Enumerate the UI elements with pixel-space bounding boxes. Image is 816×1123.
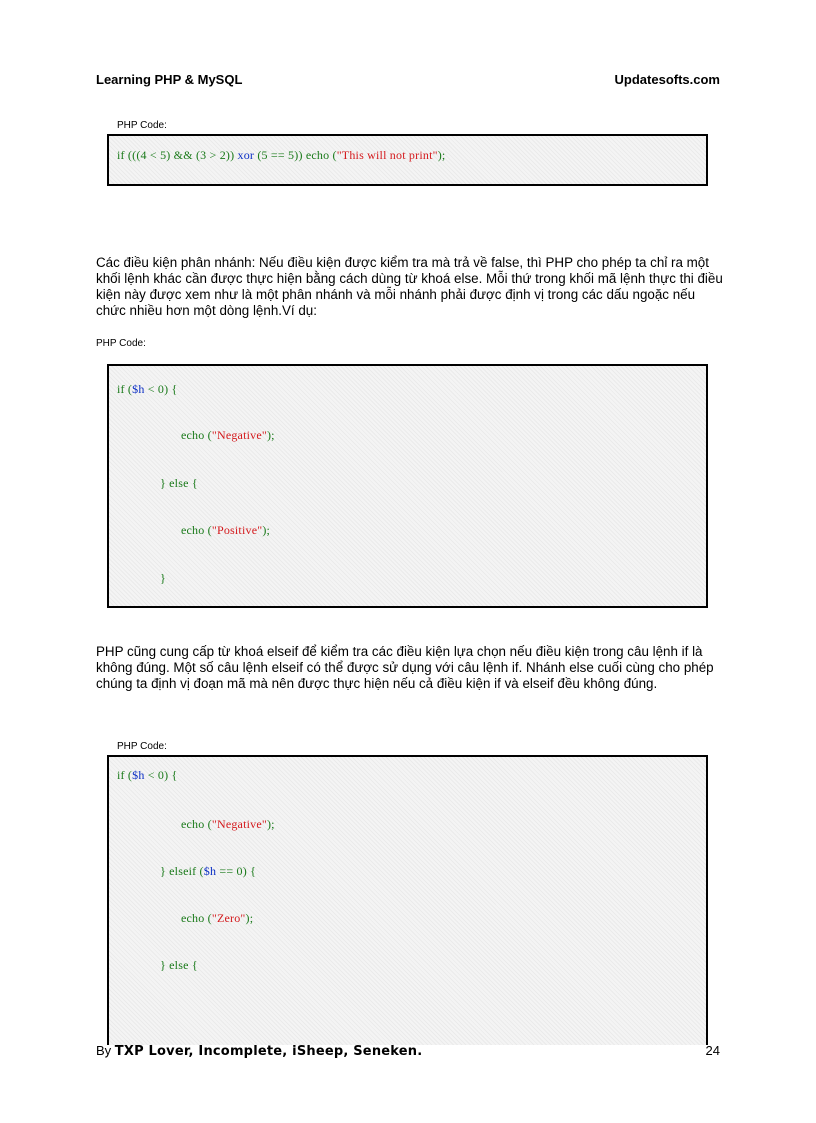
code-caption-2: PHP Code: bbox=[96, 338, 146, 349]
code-caption-1: PHP Code: bbox=[117, 120, 167, 131]
code-line: } bbox=[160, 571, 166, 585]
code-block-1 bbox=[107, 134, 708, 186]
code-caption-3: PHP Code: bbox=[117, 741, 167, 752]
code-line: echo ("Negative"); bbox=[181, 817, 275, 831]
paragraph-else-intro: Các điều kiện phân nhánh: Nếu điều kiện được kiểm tra mà trả về false, thì PHP cho phép ta chỉ ra một khối lệnh khác cần được thực hiện bằng cách dùng từ khoá else. Mỗi thứ trong khối mã lệnh thực thi điều kiện này được xem như là một phân nhánh và mỗi nhánh phải được định vị trong các dấu ngoặc nếu chức nhiều hơn một dòng lệnh.Ví dụ: bbox=[96, 255, 723, 318]
code-line: } elseif ($h == 0) { bbox=[160, 864, 257, 878]
code-line: if (((4 < 5) && (3 > 2)) xor (5 == 5)) echo ("This will not print"); bbox=[117, 148, 446, 162]
paragraph-elseif-intro: PHP cũng cung cấp từ khoá elseif để kiểm tra các điều kiện lựa chọn nếu điều kiện trong câu lệnh if là không đúng. Một số câu lệnh elseif có thể được sử dụng với câu lệnh if. Nhánh else cuối cùng cho phép chúng ta định vị đoạn mã mà nên được thực hiện nếu cả điều kiện if và elseif đều không đúng. bbox=[96, 644, 714, 691]
code-line: echo ("Zero"); bbox=[181, 911, 254, 925]
code-line: echo ("Positive"); bbox=[181, 523, 271, 537]
code-block-2 bbox=[107, 364, 708, 608]
code-line: } else { bbox=[160, 476, 198, 490]
code-block-3 bbox=[107, 755, 708, 1045]
code-line: if ($h < 0) { bbox=[117, 382, 178, 396]
page-number: 24 bbox=[705, 1043, 720, 1058]
header-site: Updatesofts.com bbox=[614, 72, 720, 87]
code-line: } else { bbox=[160, 958, 198, 972]
code-line: echo ("Negative"); bbox=[181, 428, 275, 442]
header-title: Learning PHP & MySQL bbox=[96, 72, 243, 87]
footer-credits: By TXP Lover, Incomplete, iSheep, Seneken. bbox=[96, 1043, 423, 1059]
footer-authors: TXP Lover, Incomplete, iSheep, Seneken. bbox=[114, 1044, 423, 1059]
code-line: if ($h < 0) { bbox=[117, 768, 178, 782]
